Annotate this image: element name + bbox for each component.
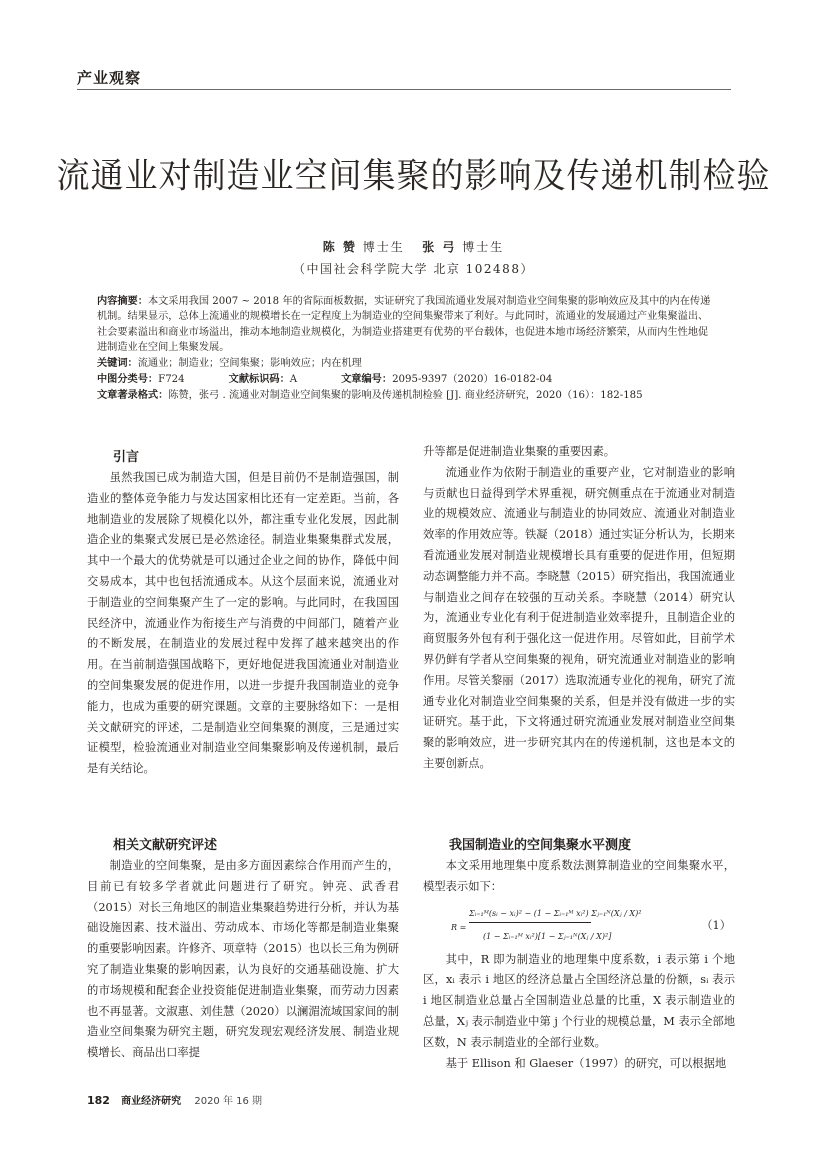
literature-heading: 相关文献研究评述 — [113, 838, 218, 853]
article-no-value: 2095-9397（2020）16-0182-04 — [392, 374, 553, 385]
keywords — [97, 356, 717, 371]
formula-numerator: Σᵢ₌₁ᴹ(sᵢ − xᵢ)² − (1 − Σᵢ₌₁ᴹ xᵢ²) Σⱼ₌₁ᴺ(Xⱼ / X)² — [469, 908, 642, 918]
affiliation: （中国社会科学院大学 北京 102488） — [293, 262, 534, 276]
literature-paragraph: 制造业的空间集聚，是由多方面因素综合作用而产生的，目前已有较多学者就此问题进行了研究。钟亮、武香君（2015）对长三角地区的制造业集聚趋势进行分析，并认为基础设施因素、技术溢出、劳动成本、市场化等都是制造业集聚的重要影响因素。许修齐、项章特（2015）也以长三角为例研究了制造业集聚的影响因素，认为良好的交通基础设施、扩大的市场规模和配套企业投资能促进制造业集聚，而劳动力因素也不再显著。文淑惠、刘佳慧（2020）以澜湄流域国家间的制造业空间集聚为研究主题，研究发现宏观经济发展、制造业规模增长、商品出口率提 — [87, 859, 399, 1060]
formula-denominator: (1 − Σᵢ₌₁ᴹ xᵢ²)[1 − Σⱼ₌₁ᴺ(Xⱼ / X)²] — [483, 931, 612, 941]
measure-heading: 我国制造业的空间集聚水平测度 — [449, 838, 632, 853]
doc-code-label: 文献标识码： — [228, 374, 290, 385]
doc-code-value: A — [289, 374, 298, 385]
citation-text: 陈赞，张弓 . 流通业对制造业空间集聚的影响及传递机制检验 [J]. 商业经济研究，2020（16）：182-185 — [168, 390, 643, 401]
citation-label: 文章著录格式： — [97, 390, 169, 401]
measure-paragraph: 其中，R 即为制造业的地理集中度系数，i 表示第 i 个地区，xᵢ 表示 i 地区的经济总量占全国经济总量的份额，sᵢ 表示 i 地区制造业总量占全国制造业总量的比重，X 表示制造业的总量，Xⱼ 表示制造业中第 j 个行业的规模总量，M 表示全部地区数，N 表示制造业的全部行业数。 — [423, 952, 735, 1049]
section-tag: 产业观察 — [77, 69, 142, 87]
equation-number: （1） — [701, 918, 731, 932]
fraction-bar — [469, 922, 591, 923]
article-no-label: 文章编号： — [341, 374, 393, 385]
journal-name: 商业经济研究 — [121, 1096, 182, 1107]
abstract-label: 内容摘要： — [97, 296, 148, 307]
continued-paragraph: 升等都是促进制造业集聚的重要因素。 — [423, 445, 616, 458]
author-role: 博士生 — [362, 240, 405, 254]
formula-1 — [423, 900, 735, 948]
section-divider — [77, 89, 731, 90]
review-paragraph: 流通业作为依附于制造业的重要产业，它对制造业的影响与贡献也日益得到学术界重视，研究侧重点在于流通业对制造业的规模效应、流通业与制造业的协同效应、流通业对制造业效率的作用效应等。铁凝（2018）通过实证分析认为，长期来看流通业发展对制造业规模增长具有重要的促进作用，但短期动态调整能力并不高。李晓慧（2015）研究指出，我国流通业与制造业之间存在较强的互动关系。李晓慧（2014）研究认为，流通业专业化有利于促进制造业效率提升，且制造企业的商贸服务外包有利于强化这一促进作用。尽管如此，目前学术界仍鲜有学者从空间集聚的视角，研究流通业对制造业的影响作用。尽管关黎丽（2017）选取流通专业化的视角，研究了流通专业化对制造业空间集聚的关系，但是并没有做进一步的实证研究。基于此，下文将通过研究流通业发展对制造业空间集聚的影响效应，进一步研究其内在的传递机制，这也是本文的主要创新点。 — [423, 465, 735, 770]
issue-info: 2020 年 16 期 — [194, 1096, 263, 1107]
measure-column — [423, 836, 735, 1074]
intro-paragraph: 虽然我国已成为制造大国，但是目前仍不是制造强国，制造业的整体竞争能力与发达国家相比还有一定差距。当前，各地制造业的发展除了规模化以外，都注重专业化发展，因此制造企业的集聚式发展已是必然途径。制造业集聚集群式发展，其中一个最大的优势就是可以通过企业之间的协作，降低中间交易成本，其中也包括流通成本。从这个层面来说，流通业对于制造业的空间集聚产生了一定的影响。与此同时，在我国国民经济中，流通业作为衔接生产与消费的中间部门，随着产业的不断发展，在制造业的发展过程中发挥了越来越突出的作用。在当前制造强国战略下，更好地促进我国流通业对制造业的空间集聚发展的促进作用，以进一步提升我国制造业的竞争能力，也成为重要的研究课题。文章的主要脉络如下：一是相关文献研究的评述，二是制造业空间集聚的测度，三是通过实证模型，检验流通业对制造业空间集聚影响及传递机制，最后是有关结论。 — [87, 471, 399, 776]
clc-label: 中图分类号： — [97, 374, 159, 385]
author-line — [0, 238, 827, 255]
page-number: 182 — [87, 1094, 110, 1107]
author-name: 陈 赞 — [322, 240, 357, 254]
formula-lhs: R = — [451, 922, 467, 932]
abstract — [97, 294, 717, 356]
abstract-text: 本文采用我国 2007 ~ 2018 年的省际面板数据，实证研究了我国流通业发展对制造业空间集聚的影响效应及其中的内在传递机制。结果显示，总体上流通业的规模增长在一定程度上为制造业的空间集聚带来了利好。与此同时，流通业的发展通过产业集聚溢出、社会要素溢出和商业市场溢出，推动本地制造业规模化，为制造业搭建更有优势的平台载体，也促进本地市场经济繁荣，从而内生性地促进制造业在空间上集聚发展。 — [97, 296, 711, 354]
author-role: 博士生 — [462, 240, 505, 254]
page-footer — [87, 1092, 262, 1107]
measure-paragraph: 基于 Ellison 和 Glaeser（1997）的研究，可以根据地 — [445, 1056, 727, 1070]
classification-line — [97, 372, 717, 387]
clc-value: F724 — [158, 374, 185, 385]
author-name: 张 弓 — [422, 240, 457, 254]
keywords-label: 关键词： — [97, 358, 138, 369]
article-title: 流通业对制造业空间集聚的影响及传递机制检验 — [56, 155, 771, 197]
measure-paragraph: 本文采用地理集中度系数法测算制造业的空间集聚水平，模型表示如下： — [423, 859, 735, 893]
right-column-upper — [423, 442, 735, 775]
literature-column — [87, 836, 399, 1064]
intro-column — [87, 448, 399, 780]
keywords-text: 流通业；制造业；空间集聚；影响效应；内在机理 — [137, 358, 362, 369]
citation — [97, 388, 717, 403]
intro-heading: 引言 — [113, 450, 140, 465]
